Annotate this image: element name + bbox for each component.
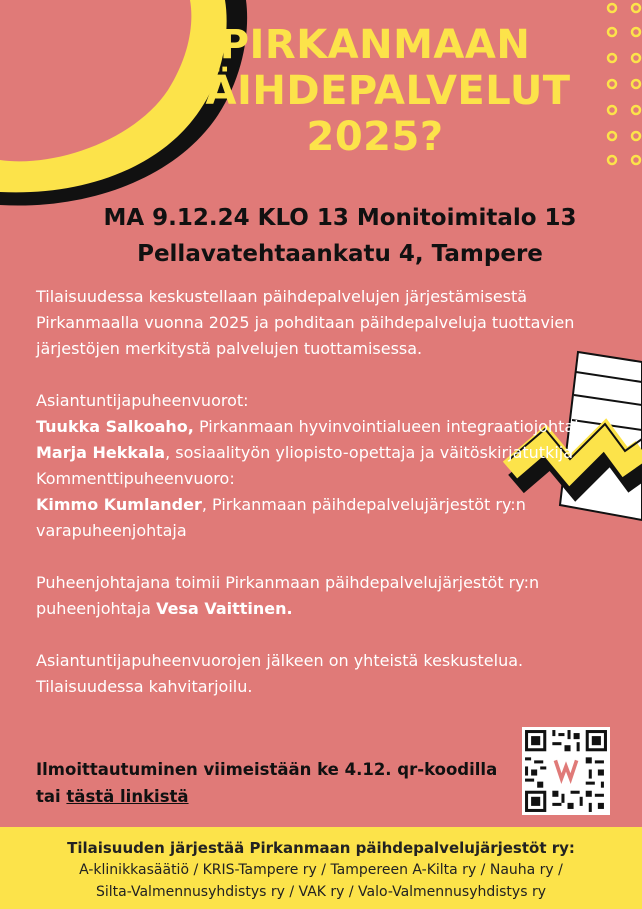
title-line-1: PIRKANMAAN [219,22,531,68]
registration-link[interactable]: tästä linkistä [66,787,189,806]
registration-info [36,756,516,810]
dot-grid-shape [608,4,640,164]
title-line-2: PÄIHDEPALVELUT [179,68,571,114]
footer-banner [0,827,642,909]
chair-text: Puheenjohtajana toimii Pirkanmaan päihdepalvelujärjestöt ry:n puheenjohtaja Vesa Vaittinen. [36,573,540,618]
event-info [60,200,620,272]
event-address: Pellavatehtaankatu 4, Tampere [137,241,543,267]
comment-heading: Kommenttipuheenvuoro: [36,469,235,488]
members-line-2: Silta-Valmennusyhdistys ry / VAK ry / Valo-Valmennusyhdistys ry [96,884,546,900]
closing-line-1: Asiantuntijapuheenvuorojen jälkeen on yhteistä keskustelua. [36,651,524,670]
speaker-2 [36,440,596,466]
poster-body [36,284,596,700]
speaker-2-role: , sosiaalityön yliopisto-opettaja ja väitöskirjatutkija [165,443,574,462]
poster-title [175,22,575,160]
speaker-1 [36,414,596,440]
intro-text: Tilaisuudessa keskustellaan päihdepalvelujen järjestämisestä Pirkanmaalla vuonna 2025 ja pohditaan päihdepalveluja tuottavien järjestöjen merkitystä palvelujen tuottamisessa. [36,287,575,358]
chair-name: Vesa Vaittinen. [156,599,293,618]
organizer-line: Tilaisuuden järjestää Pirkanmaan päihdepalvelujärjestöt ry: [67,839,575,857]
event-datetime: MA 9.12.24 KLO 13 Monitoimitalo 13 [103,205,577,231]
speaker-1-name: Tuukka Salkoaho, [36,417,194,436]
registration-text: Ilmoittautuminen viimeistään ke 4.12. qr-koodilla tai [36,760,498,806]
experts-heading: Asiantuntijapuheenvuorot: [36,391,249,410]
speaker-2-name: Marja Hekkala [36,443,166,462]
speaker-3-name: Kimmo Kumlander [36,495,202,514]
title-line-3: 2025? [306,114,444,160]
speaker-3 [36,492,596,544]
members-line-1: A-klinikkasäätiö / KRIS-Tampere ry / Tampereen A-Kilta ry / Nauha ry / [79,862,563,878]
speaker-3-role: , Pirkanmaan päihdepalvelujärjestöt ry:n varapuheenjohtaja [36,495,526,540]
speaker-1-role: Pirkanmaan hyvinvointialueen integraatiojohtaja [193,417,589,436]
closing-line-2: Tilaisuudessa kahvitarjoilu. [36,677,253,696]
qr-code-icon[interactable] [522,727,610,815]
